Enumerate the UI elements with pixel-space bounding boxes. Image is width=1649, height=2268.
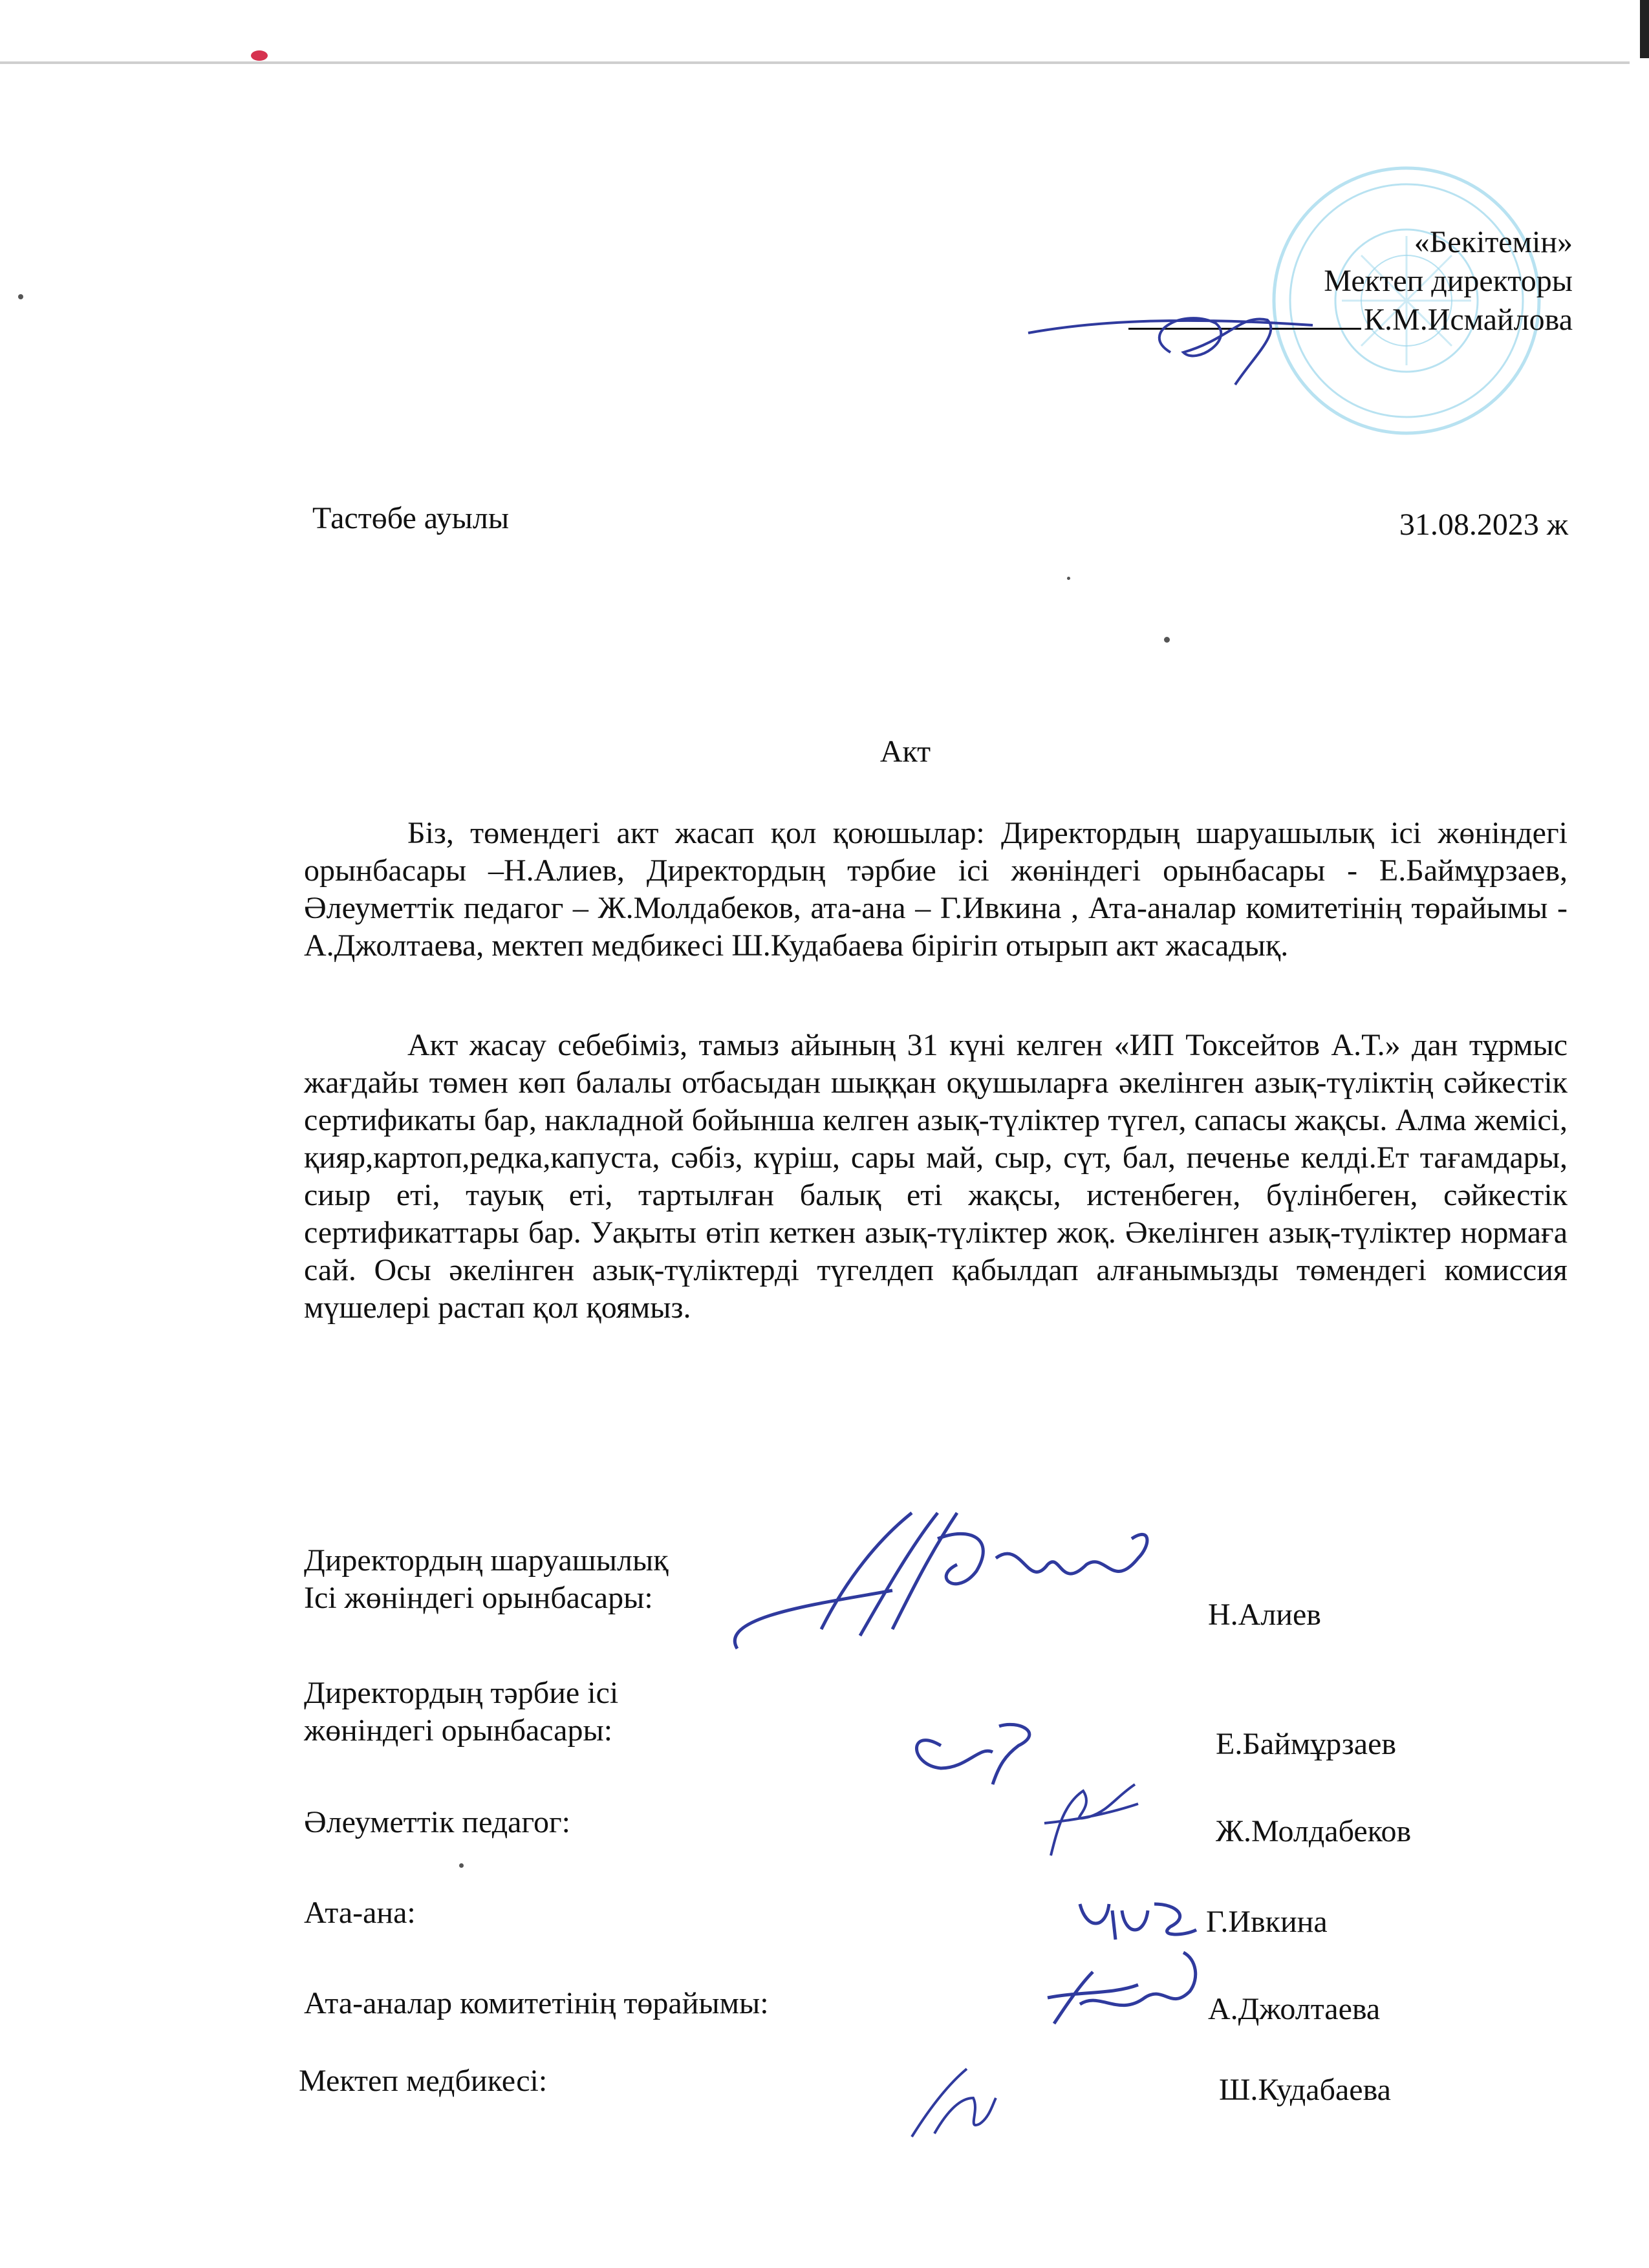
body-paragraph: [304, 1027, 1568, 1327]
date: 31.08.2023 ж: [1399, 508, 1568, 542]
signatory-role: Әлеуметтік педагог:: [304, 1805, 570, 1839]
signatory-row: [304, 1542, 669, 1617]
place: Тастөбе ауылы: [312, 501, 510, 535]
director-signature: [1022, 294, 1319, 391]
signatory-name: Г.Ивкина: [1206, 1905, 1328, 1939]
body-paragraph: [304, 815, 1568, 965]
signatory-role: Ата-ана:: [304, 1896, 416, 1930]
approval-name: К.М.Исмайлова: [1364, 303, 1573, 337]
approval-position: Мектеп директоры: [1324, 264, 1573, 298]
signatory-row: [304, 1985, 769, 2022]
scan-edge: [1640, 0, 1649, 58]
speck: [459, 1863, 464, 1868]
signatory-name: Ж.Молдабеков: [1216, 1814, 1412, 1848]
document-title: Акт: [879, 734, 931, 769]
red-mark: [251, 50, 268, 61]
speck: [1067, 577, 1070, 580]
speck: [18, 294, 23, 299]
signatory-role: жөніндегі орынбасары:: [304, 1713, 613, 1748]
signature-kudabaeva: [902, 2059, 999, 2143]
signatory-name: Ш.Кудабаева: [1219, 2073, 1391, 2107]
paragraph-2: Акт жасау себебіміз, тамыз айының 31 күні келген «ИП Токсейтов А.Т.» дан тұрмыс жағдайы төмен көп балалы отбасыдан шыққан оқушыларға әкелінген азық-түліктің сәйкестік сертификаты бар, накладной бойынша келген азық-түліктер түгел, сапасы жақсы. Алма жемісі, қияр,картоп,редка,капуста, сәбіз, күріш, сары май, сыр, сүт, бал, печенье келді.Ет тағамдары, сиыр еті, тауық еті, тартылған балық еті жақсы, истенбеген, бүлінбеген, сәйкестік сертификаттары бар. Уақыты өтіп кеткен азық-түліктер жоқ. Әкелінген азық-түліктер нормаға сай. Осы әкелінген азық-түліктерді түгелдеп қабылдап алғанымызды төмендегі комиссия мүшелері растап қол қоямыз.: [304, 1028, 1568, 1325]
signatory-role: Директордың шаруашылық: [304, 1543, 669, 1578]
signatory-row: [304, 1674, 618, 1749]
paragraph-1: Біз, төмендегі акт жасап қол қоюшылар: Директордың шаруашылық ісі жөніндегі орынбасары –Н.Алиев, Директордың тәрбие ісі жөніндегі орынбасары - Е.Баймұрзаев, Әлеуметтік педагог – Ж.Молдабеков, ата-ана – Г.Ивкина , Ата-аналар комитетінің төрайымы - А.Джолтаева, мектеп медбикесі Ш.Кудабаева бірігіп отырып акт жасадық.: [304, 816, 1568, 963]
signatory-name: Н.Алиев: [1208, 1598, 1321, 1632]
speck: [1164, 637, 1170, 643]
signatory-role: Ісі жөніндегі орынбасары:: [304, 1581, 653, 1615]
signature-ivkina: [1073, 1891, 1203, 1949]
signatory-row: [304, 1894, 416, 1932]
signature-dzholtaeva: [1041, 1946, 1209, 2043]
signatory-row: [299, 2062, 547, 2100]
signatory-row: [304, 1804, 570, 1841]
scan-border: [0, 61, 1630, 64]
approval-heading: «Бекітемін»: [1414, 225, 1573, 259]
signatory-role: Ата-аналар комитетінің төрайымы:: [304, 1986, 769, 2020]
signature-moldabekov: [1025, 1759, 1141, 1868]
signatory-name: Е.Баймұрзаев: [1216, 1727, 1397, 1761]
signature-aliev: [724, 1500, 1177, 1687]
signatory-role: Мектеп медбикесі:: [299, 2064, 548, 2098]
signatory-name: А.Джолтаева: [1208, 1992, 1381, 2026]
signatory-role: Директордың тәрбие ісі: [304, 1676, 619, 1710]
